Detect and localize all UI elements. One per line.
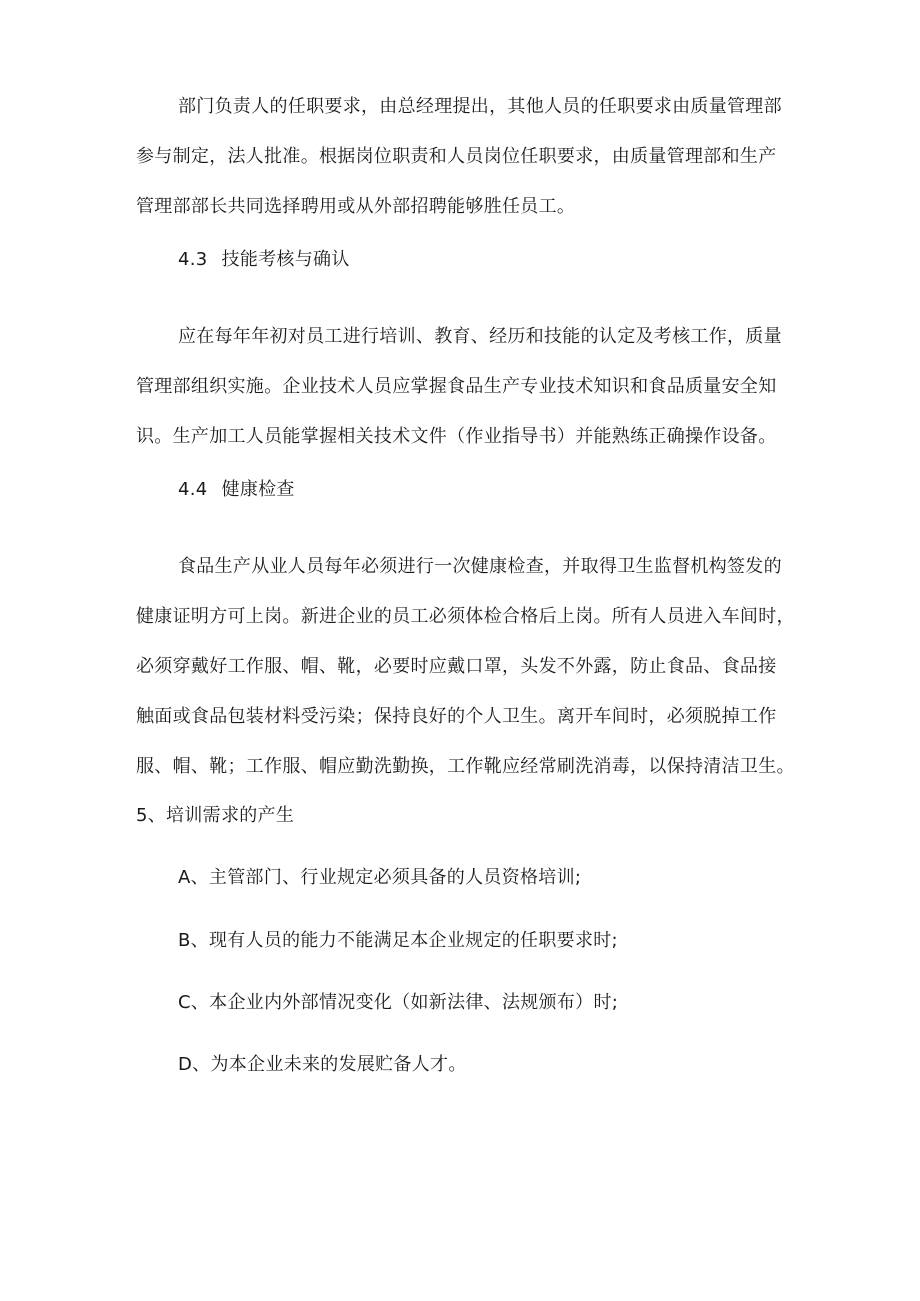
section-title: 技能考核与确认 <box>221 249 350 270</box>
section-heading-5: 5、培训需求的产生 <box>136 805 295 826</box>
paragraph-1-line-3: 管理部部长共同选择聘用或从外部招聘能够胜任员工。 <box>136 196 576 217</box>
section-number: 4.3 <box>178 249 208 270</box>
paragraph-3-line-4: 触面或食品包装材料受污染；保持良好的个人卫生。离开车间时，必须脱掉工作 <box>136 706 777 727</box>
paragraph-3-line-5: 服、帽、靴；工作服、帽应勤洗勤换，工作靴应经常刷洗消毒，以保持清洁卫生。 <box>136 756 795 777</box>
paragraph-1-line-2: 参与制定，法人批准。根据岗位职责和人员岗位任职要求，由质量管理部和生产 <box>136 146 777 167</box>
section-heading-4-3 <box>178 248 350 272</box>
paragraph-2-line-3: 识。生产加工人员能掌握相关技术文件（作业指导书）并能熟练正确操作设备。 <box>136 426 777 447</box>
list-item-a: A、主管部门、行业规定必须具备的人员资格培训; <box>178 867 582 888</box>
paragraph-2-line-1: 应在每年年初对员工进行培训、教育、经历和技能的认定及考核工作，质量 <box>178 326 782 347</box>
section-title: 健康检查 <box>221 479 295 500</box>
section-heading-4-4 <box>178 478 295 502</box>
paragraph-1-line-1: 部门负责人的任职要求，由总经理提出，其他人员的任职要求由质量管理部 <box>178 96 782 117</box>
section-number: 4.4 <box>178 479 208 500</box>
paragraph-3-line-3: 必须穿戴好工作服、帽、靴，必要时应戴口罩，头发不外露，防止食品、食品接 <box>136 656 777 677</box>
list-item-d: D、为本企业未来的发展贮备人才。 <box>178 1054 467 1075</box>
paragraph-2-line-2: 管理部组织实施。企业技术人员应掌握食品生产专业技术知识和食品质量安全知 <box>136 376 777 397</box>
list-item-b: B、现有人员的能力不能满足本企业规定的任职要求时; <box>178 930 618 951</box>
paragraph-3-line-1: 食品生产从业人员每年必须进行一次健康检查，并取得卫生监督机构签发的 <box>178 556 782 577</box>
paragraph-3-line-2: 健康证明方可上岗。新进企业的员工必须体检合格后上岗。所有人员进入车间时， <box>136 606 795 627</box>
list-item-c: C、本企业内外部情况变化（如新法律、法规颁布）时; <box>178 992 619 1013</box>
